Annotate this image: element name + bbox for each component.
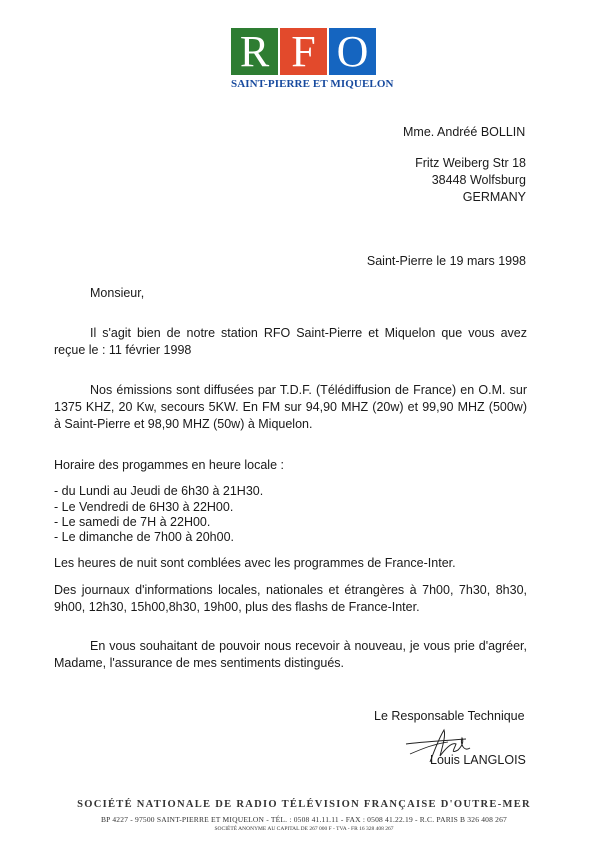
- logo-subtitle: SAINT-PIERRE ET MIQUELON: [231, 78, 394, 90]
- footer-company-name: SOCIÉTÉ NATIONALE DE RADIO TÉLÉVISION FRANÇAISE D'OUTRE-MER: [77, 799, 531, 810]
- recipient-country: GERMANY: [462, 190, 526, 204]
- footer-legal: SOCIÉTÉ ANONYME AU CAPITAL DE 267 000 F - TVA - FR 16 328 408 267: [214, 826, 394, 832]
- schedule-item: - Le Vendredi de 6H30 à 22H00.: [54, 500, 234, 514]
- paragraph-closing: En vous souhaitant de pouvoir nous recevoir à nouveau, je vous prie d'agréer, Madame, l'assurance de mes sentiments distingués.: [54, 639, 527, 670]
- salutation: Monsieur,: [90, 286, 145, 300]
- recipient-city: 38448 Wolfsburg: [431, 173, 526, 187]
- recipient-name: Mme. Andréé BOLLIN: [403, 125, 526, 139]
- schedule-item: - du Lundi au Jeudi de 6h30 à 21H30.: [54, 484, 264, 498]
- signature-title: Le Responsable Technique: [374, 709, 525, 723]
- paragraph-frequencies: Nos émissions sont diffusées par T.D.F. (Télédiffusion de France) en O.M. sur 1375 KHZ, 20 Kw, secours 5KW. En FM sur 94,90 MHZ (20w) et 99,90 MHZ (500w) à Saint-Pierre et 98,90 MHZ (50w) à Miquelon.: [54, 383, 527, 431]
- logo-letters: [231, 28, 377, 75]
- footer-contact: BP 4227 - 97500 SAINT-PIERRE ET MIQUELON - TÉL. : 0508 41.11.11 - FAX : 0508 41.22.19 - R.C. PARIS B 326 408 267: [100, 815, 508, 824]
- logo-letter-r: R: [231, 28, 278, 75]
- schedule-title: Horaire des progammes en heure locale :: [54, 458, 284, 472]
- schedule-item: - Le samedi de 7H à 22H00.: [54, 515, 211, 529]
- paragraph-reception: Il s'agit bien de notre station RFO Saint-Pierre et Miquelon que vous avez reçue le : 11 février 1998: [54, 326, 527, 357]
- recipient-street: Fritz Weiberg Str 18: [415, 156, 526, 170]
- signature-name: Louis LANGLOIS: [430, 753, 526, 767]
- schedule-item: - Le dimanche de 7h00 à 20h00.: [54, 530, 234, 544]
- logo-letter-o: O: [329, 28, 376, 75]
- paragraph-night-hours: Les heures de nuit sont comblées avec les programmes de France-Inter.: [54, 556, 456, 570]
- logo-letter-f: F: [280, 28, 327, 75]
- paragraph-news: Des journaux d'informations locales, nationales et étrangères à 7h00, 7h30, 8h30, 9h00, 12h30, 15h00,8h30, 19h00, plus des flashs de France-Inter.: [54, 583, 527, 614]
- date-line: Saint-Pierre le 19 mars 1998: [366, 254, 526, 268]
- rfo-logo: [231, 26, 394, 92]
